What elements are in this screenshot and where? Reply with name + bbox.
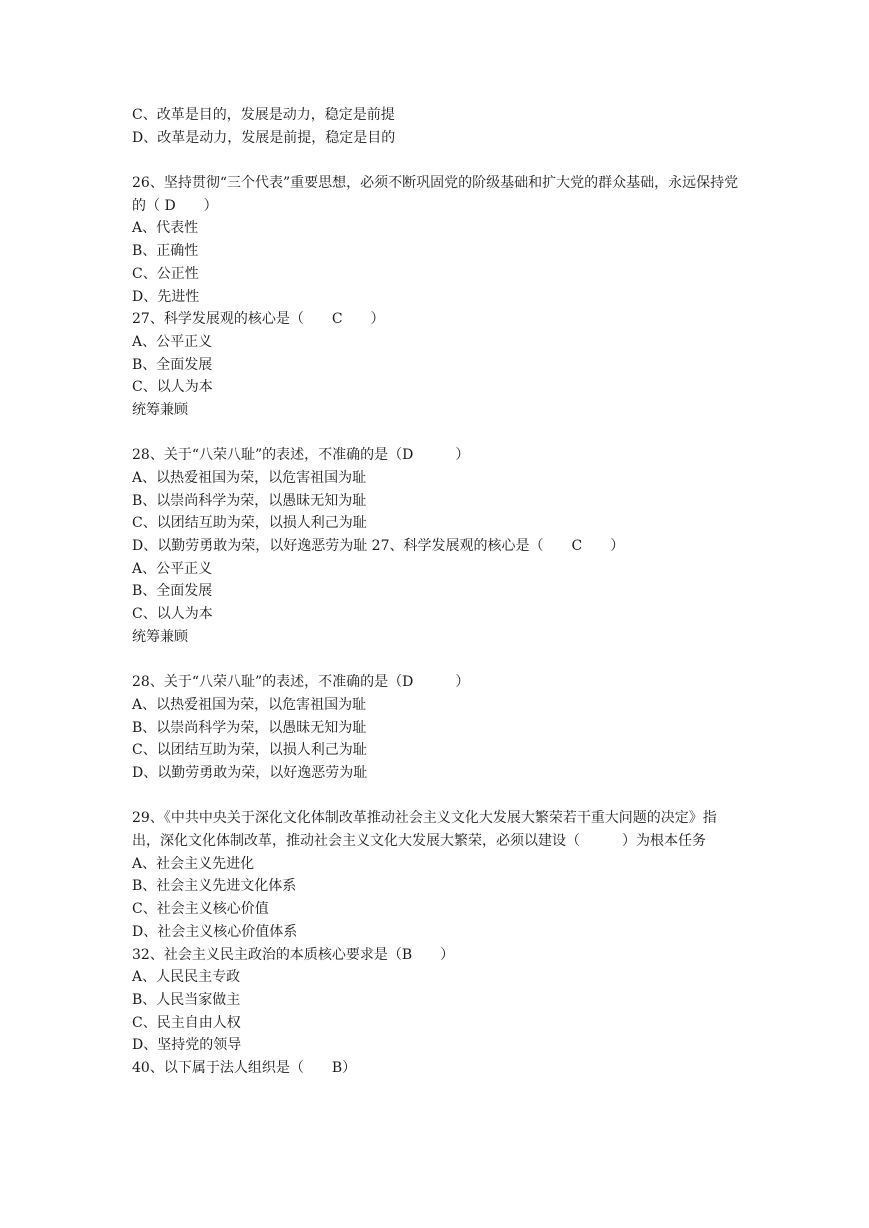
option-c: C、公正性 [132, 265, 199, 282]
option-a: A、人民民主专政 [132, 969, 241, 986]
question-28-repeat: 28、关于“八荣八耻”的表述，不准确的是（D ） [132, 674, 470, 691]
blank-line [132, 149, 742, 172]
blank-line [132, 785, 742, 808]
option-c: C、社会主义核心价值 [132, 901, 269, 918]
option-c: C、以团结互助为荣，以损人利己为耻 [132, 742, 367, 759]
blank-line [132, 649, 742, 672]
option-a: A、公平正义 [132, 333, 213, 350]
option-c: C、以团结互助为荣，以损人利己为耻 [132, 515, 367, 532]
option-a: A、以热爱祖国为荣，以危害祖国为耻 [132, 696, 367, 713]
option-d: D、坚持党的领导 [132, 1037, 242, 1054]
question-27: 27、科学发展观的核心是（ C ） [132, 311, 385, 328]
option-a: A、公平正义 [132, 560, 213, 577]
option-c: C、以人为本 [132, 379, 213, 396]
option-b: B、社会主义先进文化体系 [132, 878, 297, 895]
question-40: 40、以下属于法人组织是（ B） [132, 1059, 357, 1076]
option-extra: 统筹兼顾 [132, 401, 188, 418]
option-d-with-question-27: D、以勤劳勇敢为荣，以好逸恶劳为耻 27、科学发展观的核心是（ C ） [132, 538, 625, 555]
option-c: C、改革是目的，发展是动力，稳定是前提 [132, 107, 395, 123]
question-26: 26、坚持贯彻“三个代表”重要思想，必须不断巩固党的阶级基础和扩大党的群众基础，永远保持党的（ D ） [132, 175, 739, 214]
question-29: 29、《中共中央关于深化文化体制改革推动社会主义文化大发展大繁荣若干重大问题的决定》指出，深化文化体制改革，推动社会主义文化大发展大繁荣，必须以建设（ ）为根本任务 [132, 810, 717, 850]
question-28: 28、关于“八荣八耻”的表述，不准确的是（D ） [132, 447, 470, 464]
option-b: B、以崇尚科学为荣，以愚昧无知为耻 [132, 492, 367, 509]
question-32: 32、社会主义民主政治的本质核心要求是（B ） [132, 946, 455, 963]
option-a: A、以热爱祖国为荣，以危害祖国为耻 [132, 470, 367, 487]
option-b: B、以崇尚科学为荣，以愚昧无知为耻 [132, 719, 367, 736]
option-a: A、社会主义先进化 [132, 855, 255, 872]
option-a: A、代表性 [132, 220, 199, 237]
option-d: D、以勤劳勇敢为荣，以好逸恶劳为耻 [132, 764, 368, 781]
option-c: C、以人为本 [132, 606, 213, 623]
option-b: B、全面发展 [132, 583, 213, 600]
option-b: B、人民当家做主 [132, 991, 241, 1008]
option-b: B、正确性 [132, 243, 199, 260]
option-d: D、改革是动力，发展是前提，稳定是目的 [132, 129, 396, 146]
document-body [132, 104, 742, 1080]
option-c: C、民主自由人权 [132, 1014, 241, 1031]
option-b: B、全面发展 [132, 356, 213, 373]
blank-line [132, 422, 742, 445]
option-d: D、社会主义核心价值体系 [132, 923, 298, 940]
option-d: D、先进性 [132, 288, 200, 305]
option-extra: 统筹兼顾 [132, 628, 188, 645]
